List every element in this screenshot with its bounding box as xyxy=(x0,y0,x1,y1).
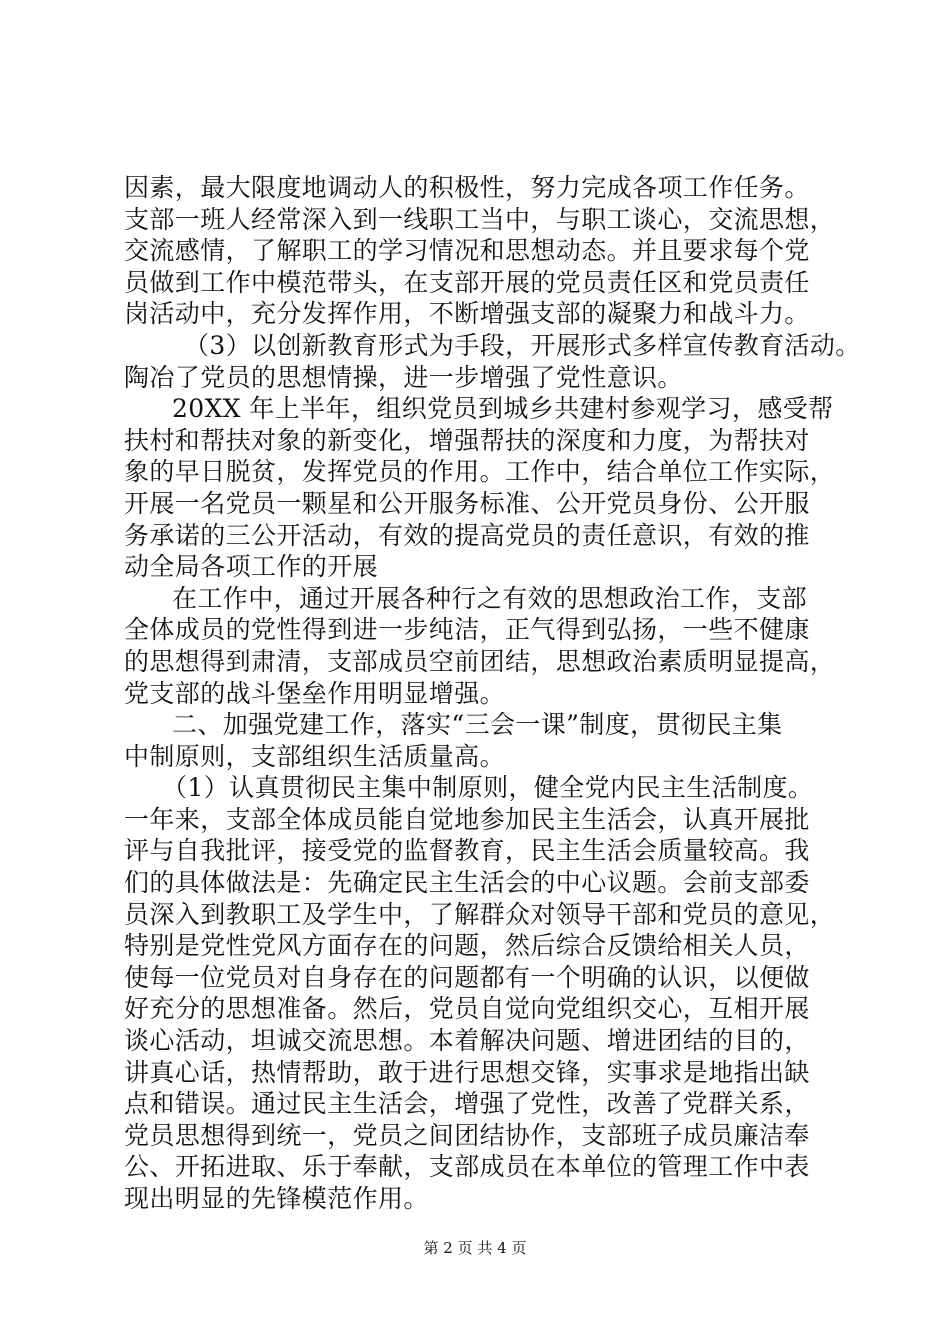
text-line: 讲真心话，热情帮助，敢于进行思想交锋，实事求是地指出缺 xyxy=(124,1057,810,1087)
text-line: 好充分的思想准备。然后，党员自觉向党组织交心，互相开展 xyxy=(124,994,810,1024)
text-line: 党支部的战斗堡垒作用明显增强。 xyxy=(124,678,506,708)
text-line: 的思想得到肃清，支部成员空前团结，思想政治素质明显提高， xyxy=(124,646,836,676)
text-line: 岗活动中，充分发挥作用，不断增强支部的凝聚力和战斗力。 xyxy=(124,299,810,329)
text-line: 务承诺的三公开活动，有效的提高党员的责任意识，有效的推 xyxy=(124,520,810,550)
text-line: 党员思想得到统一，党员之间团结协作，支部班子成员廉洁奉 xyxy=(124,1120,810,1150)
text-line: （3）以创新教育形式为手段，开展形式多样宣传教育活动。 xyxy=(184,330,861,360)
text-line: 扶村和帮扶对象的新变化，增强帮扶的深度和力度，为帮扶对 xyxy=(124,425,810,455)
text-line: （1）认真贯彻民主集中制原则，健全党内民主生活制度。 xyxy=(162,773,814,803)
text-line: 使每一位党员对自身存在的问题都有一个明确的认识，以便做 xyxy=(124,962,810,992)
text-line: 因素，最大限度地调动人的积极性，努力完成各项工作任务。 xyxy=(124,173,810,202)
text-line: 全体成员的党性得到进一步纯洁，正气得到弘扬，一些不健康 xyxy=(124,615,810,645)
section-heading: 二、加强党建工作，落实“三会一课”制度，贯彻民主集 xyxy=(172,710,783,740)
text-line: 支部一班人经常深入到一线职工当中，与职工谈心，交流思想， xyxy=(124,204,836,234)
text-line: 公、开拓进取、乐于奉献，支部成员在本单位的管理工作中表 xyxy=(124,1152,810,1182)
document-body xyxy=(124,172,861,1215)
text-line: 谈心活动，坦诚交流思想。本着解决问题、增进团结的目的， xyxy=(124,1026,810,1056)
text-line: 在工作中，通过开展各种行之有效的思想政治工作，支部 xyxy=(172,583,808,613)
text-line: 交流感情，了解职工的学习情况和思想动态。并且要求每个党 xyxy=(124,236,810,266)
text-line: 开展一名党员一颗星和公开服务标准、公开党员身份、公开服 xyxy=(124,488,810,518)
text-line: 员深入到教职工及学生中，了解群众对领导干部和党员的意见， xyxy=(124,899,836,929)
text-line: 象的早日脱贫，发挥党员的作用。工作中，结合单位工作实际， xyxy=(124,457,836,487)
section-heading: 中制原则，支部组织生活质量高。 xyxy=(124,741,506,771)
text-line: 20XX 年上半年，组织党员到城乡共建村参观学习，感受帮 xyxy=(172,394,834,424)
page-footer xyxy=(0,1237,950,1258)
text-line: 一年来，支部全体成员能自觉地参加民主生活会，认真开展批 xyxy=(124,804,810,834)
text-line: 特别是党性党风方面存在的问题，然后综合反馈给相关人员， xyxy=(124,931,810,961)
text-line: 们的具体做法是：先确定民主生活会的中心议题。会前支部委 xyxy=(124,868,810,898)
text-line: 员做到工作中模范带头，在支部开展的党员责任区和党员责任 xyxy=(124,267,810,297)
text-line: 评与自我批评，接受党的监督教育，民主生活会质量较高。我 xyxy=(124,836,810,866)
text-line: 陶冶了党员的思想情操，进一步增强了党性意识。 xyxy=(124,362,683,392)
text-line: 现出明显的先锋模范作用。 xyxy=(124,1184,429,1213)
text-line: 动全局各项工作的开展 xyxy=(124,552,379,582)
text-line: 点和错误。通过民主生活会，增强了党性，改善了党群关系， xyxy=(124,1089,810,1119)
page-number: 第 2 页 共 4 页 xyxy=(423,1239,527,1257)
